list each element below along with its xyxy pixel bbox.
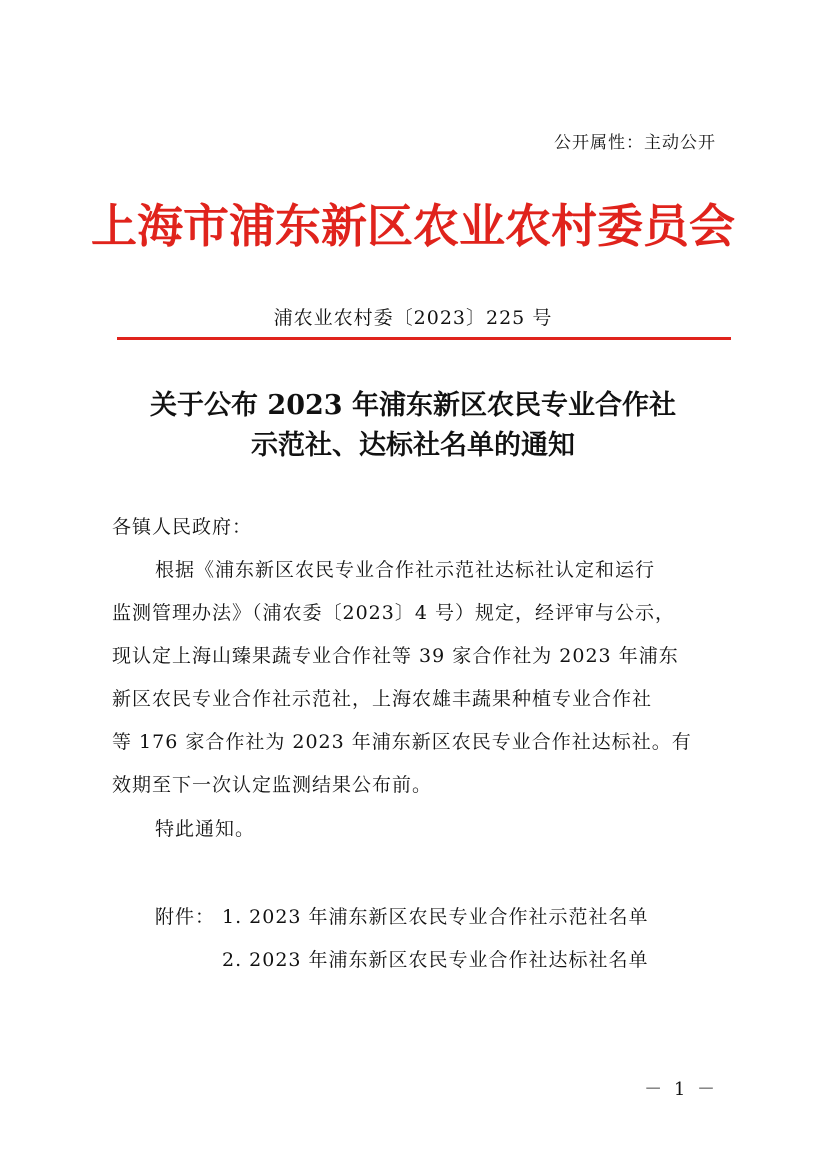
body-line: 等 176 家合作社为 2023 年浦东新区农民专业合作社达标社。有 xyxy=(112,731,692,753)
document-title-line-2: 示范社、达标社名单的通知 xyxy=(251,430,575,461)
body-line: 现认定上海山臻果蔬专业合作社等 39 家合作社为 2023 年浦东 xyxy=(112,645,679,667)
body-line: 根据《浦东新区农民专业合作社示范社达标社认定和运行 xyxy=(155,559,656,581)
body-line: 监测管理办法》（浦农委〔2023〕4 号）规定，经评审与公示， xyxy=(112,602,675,624)
body-line: 效期至下一次认定监测结果公布前。 xyxy=(112,774,433,796)
closing-statement: 特此通知。 xyxy=(155,818,256,840)
document-title-line-1: 关于公布 2023 年浦东新区农民专业合作社 xyxy=(150,390,676,421)
disclosure-attribute: 公开属性：主动公开 xyxy=(554,133,716,153)
header-divider xyxy=(117,337,731,340)
salutation: 各镇人民政府： xyxy=(112,516,253,538)
body-line: 新区农民专业合作社示范社，上海农雄丰蔬果种植专业合作社 xyxy=(112,688,653,710)
page-number: － 1 － xyxy=(644,1079,718,1100)
issuer-header: 上海市浦东新区农业农村委员会 xyxy=(91,199,735,253)
attachments-label: 附件： xyxy=(155,906,216,928)
attachment-item: 1. 2023 年浦东新区农民专业合作社示范社名单 xyxy=(222,906,649,928)
attachment-item: 2. 2023 年浦东新区农民专业合作社达标社名单 xyxy=(222,949,649,971)
document-number: 浦农业农村委〔2023〕225 号 xyxy=(273,307,553,329)
